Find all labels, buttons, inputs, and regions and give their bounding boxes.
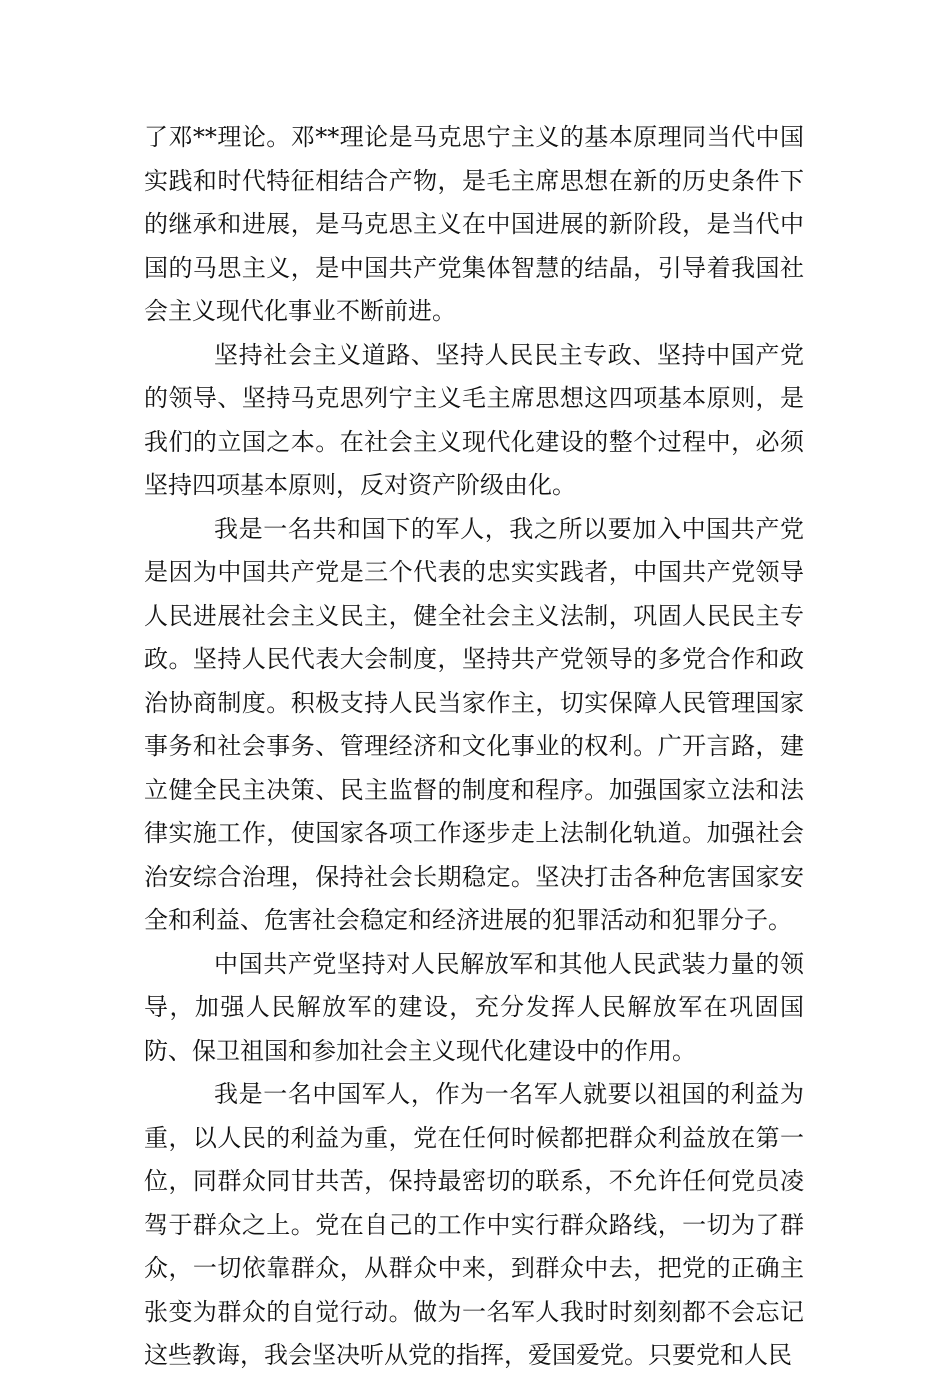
paragraph-2: 坚持社会主义道路、坚持人民民主专政、坚持中国产党的领导、坚持马克思列宁主义毛主席思想这四项基本原则，是我们的立国之本。在社会主义现代化建设的整个过程中，必须坚持四项基本原则，反对资产阶级由化。: [144, 340, 804, 499]
paragraph-4: 中国共产党坚持对人民解放军和其他人民武装力量的领导，加强人民解放军的建设，充分发挥人民解放军在巩固国防、保卫祖国和参加社会主义现代化建设中的作用。: [144, 949, 804, 1065]
paragraph-3: 我是一名共和国下的军人，我之所以要加入中国共产党是因为中国共产党是三个代表的忠实实践者，中国共产党领导人民进展社会主义民主，健全社会主义法制，巩固人民民主专政。坚持人民代表大会制度，坚持共产党领导的多党合作和政治协商制度。积极支持人民当家作主，切实保障人民管理国家事务和社会事务、管理经济和文化事业的权利。广开言路，建立健全民主决策、民主监督的制度和程序。加强国家立法和法律实施工作，使国家各项工作逐步走上法制化轨道。加强社会治安综合治理，保持社会长期稳定。坚决打击各种危害国家安全和利益、危害社会稳定和经济进展的犯罪活动和犯罪分子。: [144, 514, 804, 934]
paragraph-1: 了邓**理论。邓**理论是马克思宁主义的基本原理同当代中国实践和时代特征相结合产物，是毛主席思想在新的历史条件下的继承和进展，是马克思主义在中国进展的新阶段，是当代中国的马思主义，是中国共产党集体智慧的结晶，引导着我国社会主义现代化事业不断前进。: [144, 123, 804, 325]
paragraph-5: 我是一名中国军人，作为一名军人就要以祖国的利益为重，以人民的利益为重，党在任何时候都把群众利益放在第一位，同群众同甘共苦，保持最密切的联系，不允许任何党员凌驾于群众之上。党在自己的工作中实行群众路线，一切为了群众，一切依靠群众，从群众中来，到群众中去，把党的正确主张变为群众的自觉行动。做为一名军人我时时刻刻都不会忘记这些教诲，我会坚决听从党的指挥，爱国爱党。只要党和人民: [144, 1080, 804, 1369]
document-body: [144, 116, 804, 1378]
